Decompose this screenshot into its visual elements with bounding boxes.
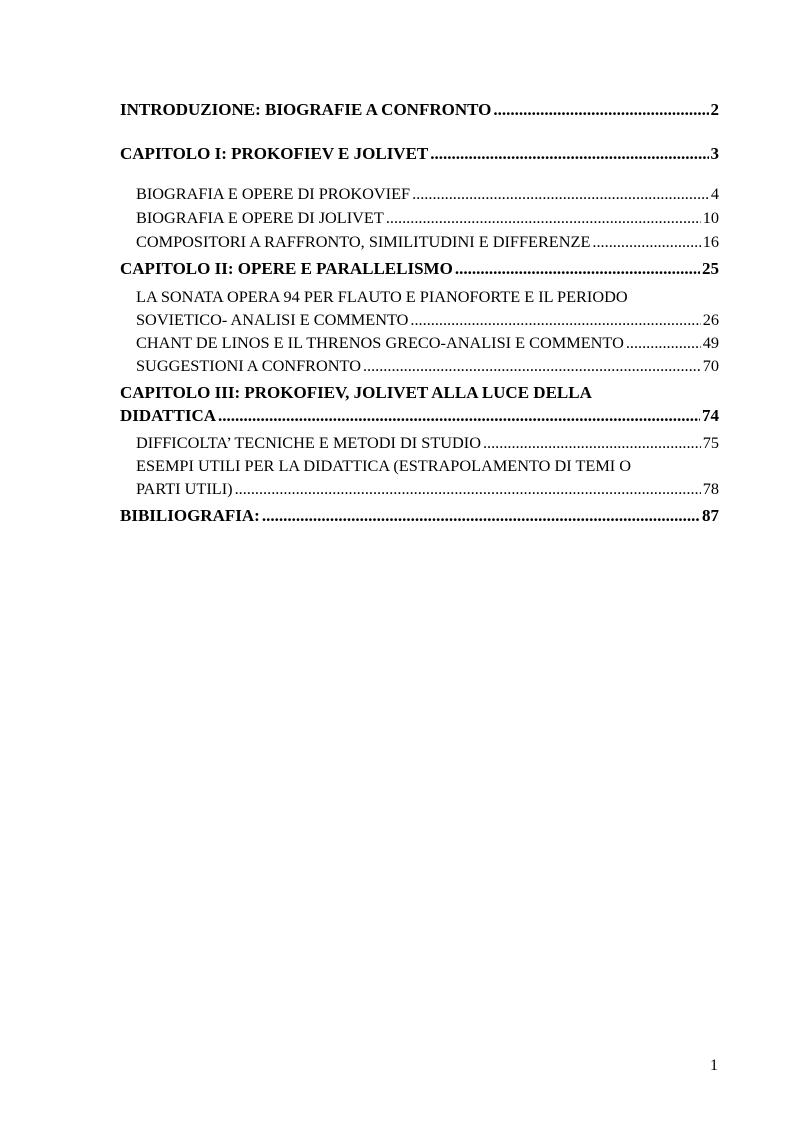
toc-entry-capitolo-3[interactable] xyxy=(120,406,719,426)
toc-leader-dots xyxy=(455,259,700,279)
toc-entry-title: SUGGESTIONI A CONFRONTO xyxy=(136,356,361,375)
toc-leader-dots xyxy=(218,406,700,426)
toc-subentry-esempi-utili[interactable] xyxy=(120,479,719,499)
toc-page-number: 74 xyxy=(702,406,719,425)
toc-subentry-sonata-line1: LA SONATA OPERA 94 PER FLAUTO E PIANOFORTE E IL PERIODO xyxy=(136,287,628,306)
toc-leader-dots xyxy=(235,479,701,499)
toc-leader-dots xyxy=(430,144,708,164)
toc-subentry-compositori-a-raffronto[interactable] xyxy=(120,232,719,252)
page-number: 1 xyxy=(710,1057,718,1074)
toc-entry-title: INTRODUZIONE: BIOGRAFIE A CONFRONTO xyxy=(120,100,492,119)
toc-page-number: 70 xyxy=(702,356,719,375)
toc-leader-dots xyxy=(412,184,709,204)
table-of-contents xyxy=(120,100,719,526)
toc-subentry-chant-de-linos[interactable] xyxy=(120,333,719,353)
toc-page-number: 10 xyxy=(702,208,719,227)
toc-subentry-biografia-jolivet[interactable] xyxy=(120,208,719,228)
toc-entry-title: CAPITOLO II: OPERE E PARALLELISMO xyxy=(120,259,453,278)
toc-page-number: 26 xyxy=(702,310,719,329)
toc-subentry-biografia-prokovief[interactable] xyxy=(120,184,719,204)
toc-entry-bibliografia[interactable] xyxy=(120,506,719,526)
toc-page-number: 75 xyxy=(702,433,719,452)
toc-subentry-suggestioni-a-confronto[interactable] xyxy=(120,356,719,376)
toc-page-number: 3 xyxy=(710,144,719,163)
toc-leader-dots xyxy=(493,100,708,120)
toc-entry-title: COMPOSITORI A RAFFRONTO, SIMILITUDINI E DIFFERENZE xyxy=(136,232,591,251)
toc-leader-dots xyxy=(592,232,700,252)
toc-entry-title: BIBILIOGRAFIA: xyxy=(120,506,260,525)
toc-leader-dots xyxy=(410,310,700,330)
toc-page-number: 49 xyxy=(702,333,719,352)
toc-page-number: 4 xyxy=(710,184,719,203)
toc-entry-capitolo-3-line1: CAPITOLO III: PROKOFIEV, JOLIVET ALLA LUCE DELLA xyxy=(120,383,592,402)
toc-leader-dots xyxy=(626,333,701,353)
toc-page-number: 2 xyxy=(710,100,719,119)
toc-entry-title: PARTI UTILI) xyxy=(136,479,233,498)
toc-entry-title: CAPITOLO I: PROKOFIEV E JOLIVET xyxy=(120,144,429,163)
toc-entry-title: DIDATTICA xyxy=(120,406,217,425)
toc-entry-capitolo-1[interactable] xyxy=(120,144,719,164)
toc-entry-capitolo-2[interactable] xyxy=(120,259,719,279)
toc-entry-title: DIFFICOLTA’ TECNICHE E METODI DI STUDIO xyxy=(136,433,481,452)
toc-page-number: 25 xyxy=(702,259,719,278)
toc-page-number: 87 xyxy=(702,506,719,525)
toc-page-number: 16 xyxy=(702,232,719,251)
toc-page-number: 78 xyxy=(702,479,719,498)
toc-entry-title: BIOGRAFIA E OPERE DI JOLIVET xyxy=(136,208,384,227)
toc-leader-dots xyxy=(262,506,700,526)
toc-leader-dots xyxy=(363,356,701,376)
toc-entry-title: CHANT DE LINOS E IL THRENOS GRECO-ANALISI E COMMENTO xyxy=(136,333,624,352)
toc-subentry-esempi-line1: ESEMPI UTILI PER LA DIDATTICA (ESTRAPOLAMENTO DI TEMI O xyxy=(136,456,632,475)
toc-subentry-sonata-opera-94[interactable] xyxy=(120,310,719,330)
toc-entry-title: SOVIETICO- ANALISI E COMMENTO xyxy=(136,310,409,329)
toc-entry-title: BIOGRAFIA E OPERE DI PROKOVIEF xyxy=(136,184,411,203)
toc-leader-dots xyxy=(386,208,701,228)
toc-leader-dots xyxy=(483,433,701,453)
toc-subentry-difficolta-tecniche[interactable] xyxy=(120,433,719,453)
toc-entry-introduzione[interactable] xyxy=(120,100,719,120)
